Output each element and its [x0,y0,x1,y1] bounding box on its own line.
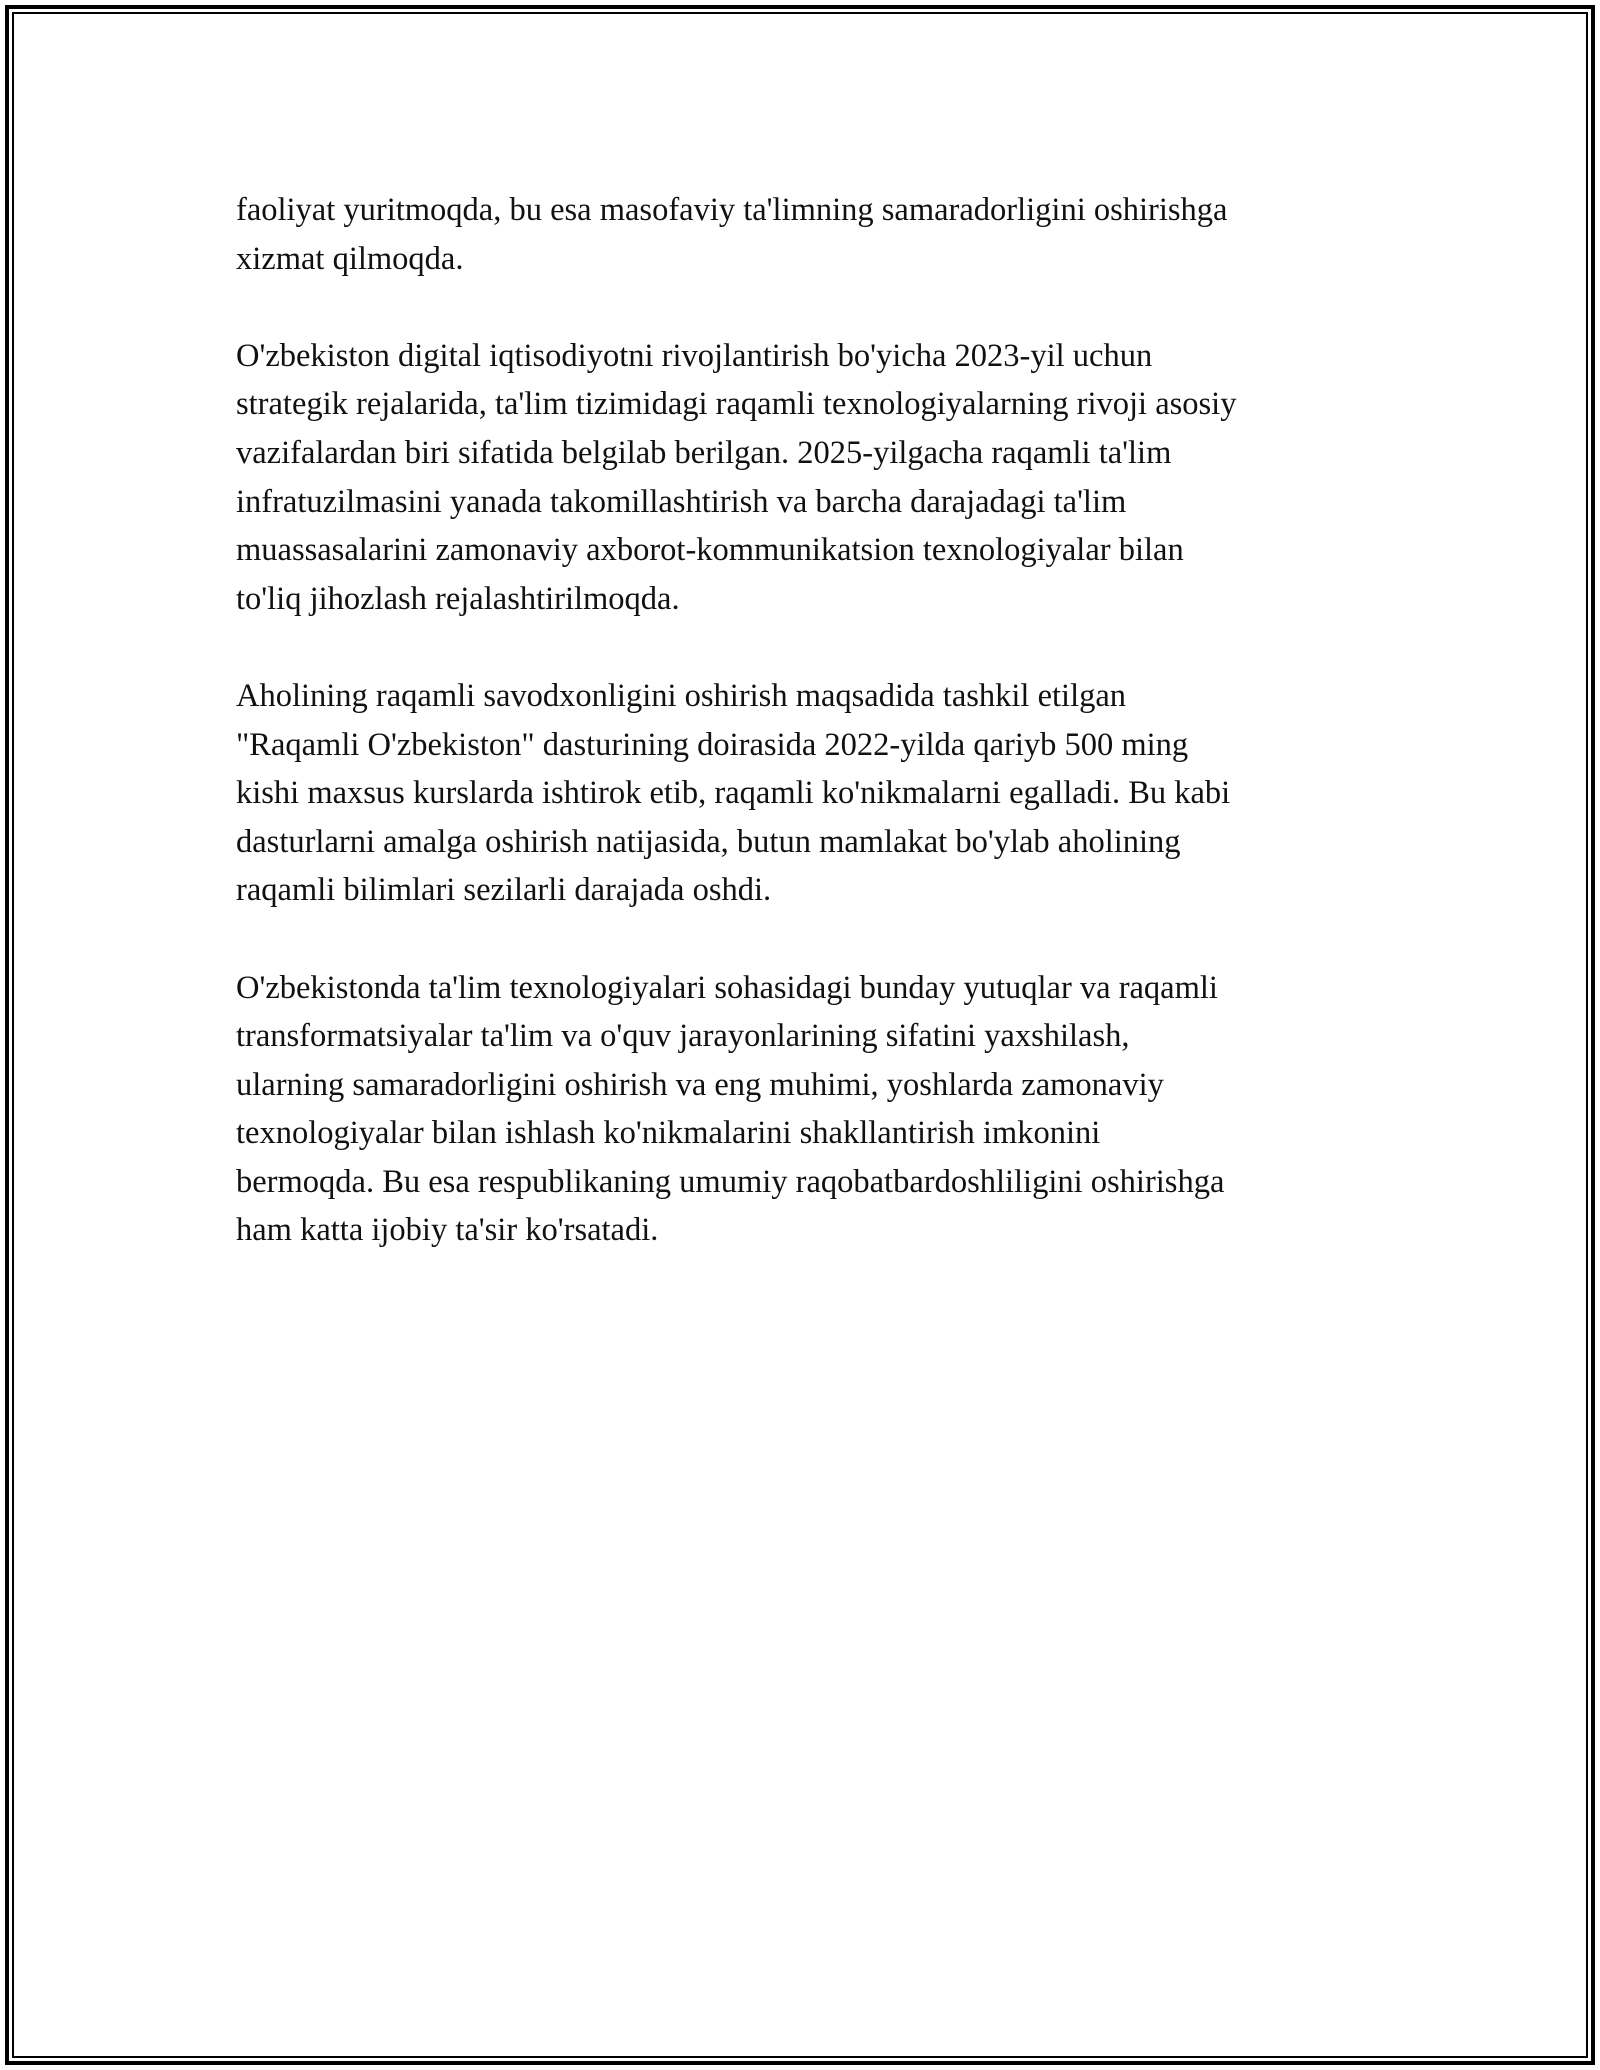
text-line: ularning samaradorligini oshirish va eng muhimi, yoshlarda zamonaviy [236,1066,1164,1103]
text-line: ham katta ijobiy ta'sir ko'rsatadi. [236,1212,659,1249]
text-line: O'zbekistonda ta'lim texnologiyalari sohasidagi bunday yutuqlar va raqamli [236,969,1218,1006]
text-line: infratuzilmasini yanada takomillashtirish va barcha darajadagi ta'lim [236,483,1127,520]
paragraph-2 [236,332,1386,624]
paragraph-4 [236,964,1386,1256]
paragraph-1 [236,186,1386,283]
text-line: to'liq jihozlash rejalashtirilmoqda. [236,580,680,617]
text-line: faoliyat yuritmoqda, bu esa masofaviy ta'limning samaradorligini oshirishga [236,192,1228,228]
text-line: texnologiyalar bilan ishlash ko'nikmalarini shakllantirish imkonini [236,1115,1101,1152]
document-body [236,186,1386,1304]
text-line: kishi maxsus kurslarda ishtirok etib, raqamli ko'nikmalarni egalladi. Bu kabi [236,775,1231,812]
text-line: strategik rejalarida, ta'lim tizimidagi raqamli texnologiyalarning rivoji asosiy [236,386,1237,423]
text-line: Aholining raqamli savodxonligini oshirish maqsadida tashkil etilgan [236,677,1127,714]
text-line: muassasalarini zamonaviy axborot-kommunikatsion texnologiyalar bilan [236,532,1184,569]
text-line: transformatsiyalar ta'lim va o'quv jarayonlarining sifatini yaxshilash, [236,1018,1130,1055]
text-line: "Raqamli O'zbekiston" dasturining doirasida 2022-yilda qariyb 500 ming [236,726,1189,763]
paragraph-3 [236,672,1386,915]
text-line: O'zbekiston digital iqtisodiyotni rivojlantirish bo'yicha 2023-yil uchun [236,337,1153,374]
text-line: bermoqda. Bu esa respublikaning umumiy raqobatbardoshliligini oshirishga [236,1163,1225,1200]
text-line: vazifalardan biri sifatida belgilab berilgan. 2025-yilgacha raqamli ta'lim [236,434,1172,471]
text-line: dasturlarni amalga oshirish natijasida, butun mamlakat bo'ylab aholining [236,823,1181,860]
text-line: raqamli bilimlari sezilarli darajada oshdi. [236,872,772,909]
text-line: xizmat qilmoqda. [236,240,464,277]
